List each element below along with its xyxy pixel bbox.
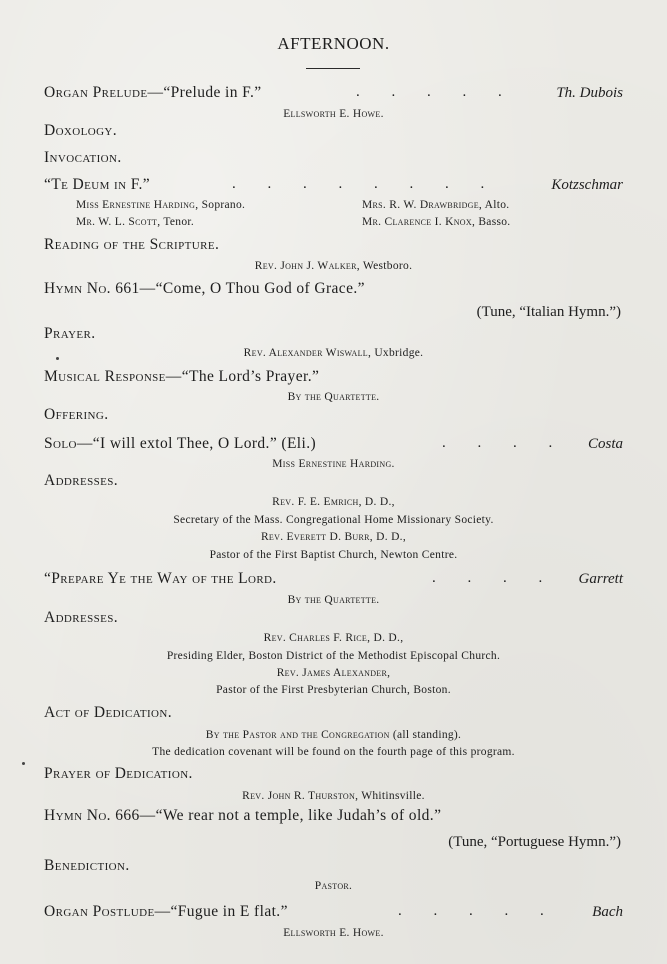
speaker-name: Rev. Charles F. Rice, D. D., [263, 632, 404, 644]
speaker-title: Pastor of the First Baptist Church, Newton Centre. [209, 549, 458, 561]
organ-prelude-piece: “Prelude in F.” [163, 84, 262, 101]
leader-place: Whitinsville. [358, 790, 425, 802]
scripture-heading: Reading of the Scripture. [44, 236, 220, 253]
hymn-661-heading [44, 280, 365, 298]
singer-alto [362, 199, 509, 211]
singer-name: Mr. W. L. Scott, [76, 216, 161, 228]
musical-response-performer: By the Quartette. [287, 391, 380, 403]
addresses-2-heading: Addresses. [44, 609, 119, 626]
organ-postlude-performer: Ellsworth E. Howe. [283, 927, 384, 939]
singer-name: Miss Ernestine Harding, [76, 199, 199, 211]
organ-prelude-label: Organ Prelude— [44, 84, 164, 101]
singer-part: Soprano. [198, 199, 246, 211]
hymn-661-tune: (Tune, “Italian Hymn.”) [476, 304, 621, 320]
prayer-dedication-heading: Prayer of Dedication. [44, 765, 193, 782]
musical-response-piece: “The Lord’s Prayer.” [181, 368, 320, 385]
speaker-title: Pastor of the First Presbyterian Church, Boston. [216, 684, 451, 696]
te-deum-composer: Kotzschmar [551, 177, 623, 193]
organ-postlude-heading [44, 903, 288, 921]
invocation-heading: Invocation. [44, 149, 122, 166]
speaker-name: Rev. F. E. Emrich, D. D., [272, 496, 395, 508]
singer-basso [362, 216, 510, 228]
addresses-1-heading: Addresses. [44, 472, 119, 489]
organ-prelude-composer: Th. Dubois [556, 85, 623, 101]
singer-part: Basso. [475, 216, 511, 228]
prepare-ye-performer: By the Quartette. [287, 594, 380, 606]
solo-heading [44, 435, 316, 453]
prayer-dedication-leader [0, 790, 667, 802]
solo-composer: Costa [587, 436, 623, 452]
ink-speck [56, 357, 59, 360]
speaker-name: Rev. James Alexander, [276, 667, 391, 679]
dedication-note: The dedication covenant will be found on the fourth page of this program. [152, 746, 515, 758]
hymn-666-tune: (Tune, “Portuguese Hymn.”) [448, 834, 621, 850]
leader-name: Rev. John R. Thurston, [242, 790, 359, 802]
singer-tenor [76, 216, 194, 228]
reader-name: Rev. John J. Walker, [254, 260, 360, 272]
speaker-title: Secretary of the Mass. Congregational Home Missionary Society. [173, 514, 494, 526]
organ-postlude-piece: “Fugue in E flat.” [170, 903, 288, 920]
hymn-661-title: “Come, O Thou God of Grace.” [155, 280, 365, 297]
offering-heading: Offering. [44, 406, 109, 423]
hymn-666-label: Hymn No. 666— [44, 807, 156, 824]
speaker-title: Presiding Elder, Boston District of the Methodist Episcopal Church. [166, 650, 501, 662]
scripture-reader [0, 260, 667, 272]
prayer-heading: Prayer. [44, 325, 96, 342]
ink-speck [22, 762, 25, 765]
singer-name: Mr. Clarence I. Knox, [362, 216, 476, 228]
benediction-leader: Pastor. [314, 880, 353, 892]
speaker-name: Rev. Everett D. Burr, D. D., [260, 531, 407, 543]
musical-response-label: Musical Response— [44, 368, 182, 385]
organ-postlude-composer: Bach [592, 904, 623, 920]
hymn-666-title: “We rear not a temple, like Judah’s of old.” [155, 807, 442, 824]
solo-piece: “I will extol Thee, O Lord.” (Eli.) [92, 435, 317, 452]
te-deum-dots: . . . . . . . . [232, 176, 499, 192]
leader-place: Uxbridge. [371, 347, 424, 359]
singer-part: Alto. [482, 199, 510, 211]
doxology-heading: Doxology. [44, 122, 118, 139]
musical-response-heading [44, 368, 319, 386]
organ-prelude-heading [44, 84, 262, 102]
title-rule [306, 68, 360, 69]
benediction-heading: Benediction. [44, 857, 130, 874]
hymn-666-heading [44, 807, 441, 825]
reader-place: Westboro. [359, 260, 413, 272]
leader-name: Rev. Alexander Wiswall, [243, 347, 372, 359]
prepare-ye-dots: . . . . [432, 570, 557, 586]
solo-performer: Miss Ernestine Harding. [272, 458, 395, 470]
singer-name: Mrs. R. W. Drawbridge, [362, 199, 483, 211]
solo-dots: . . . . [442, 435, 567, 451]
singer-soprano [76, 199, 245, 211]
organ-prelude-dots: . . . . . [356, 84, 516, 100]
solo-label: Solo— [44, 435, 93, 452]
te-deum-heading: “Te Deum in F.” [44, 176, 151, 193]
organ-postlude-label: Organ Postlude— [44, 903, 171, 920]
dedication-by-text: By the Pastor and the Congregation [205, 729, 390, 741]
singer-part: Tenor. [160, 216, 195, 228]
dedication-standing: (all standing). [389, 729, 462, 741]
organ-postlude-dots: . . . . . [398, 903, 558, 919]
prayer-leader [0, 347, 667, 359]
page-title: AFTERNOON. [277, 34, 390, 53]
dedication-heading: Act of Dedication. [44, 704, 172, 721]
prepare-ye-heading: “Prepare Ye the Way of the Lord. [44, 570, 277, 587]
organ-prelude-performer: Ellsworth E. Howe. [283, 108, 384, 120]
dedication-by [0, 729, 667, 741]
hymn-661-label: Hymn No. 661— [44, 280, 156, 297]
prepare-ye-composer: Garrett [578, 571, 623, 587]
